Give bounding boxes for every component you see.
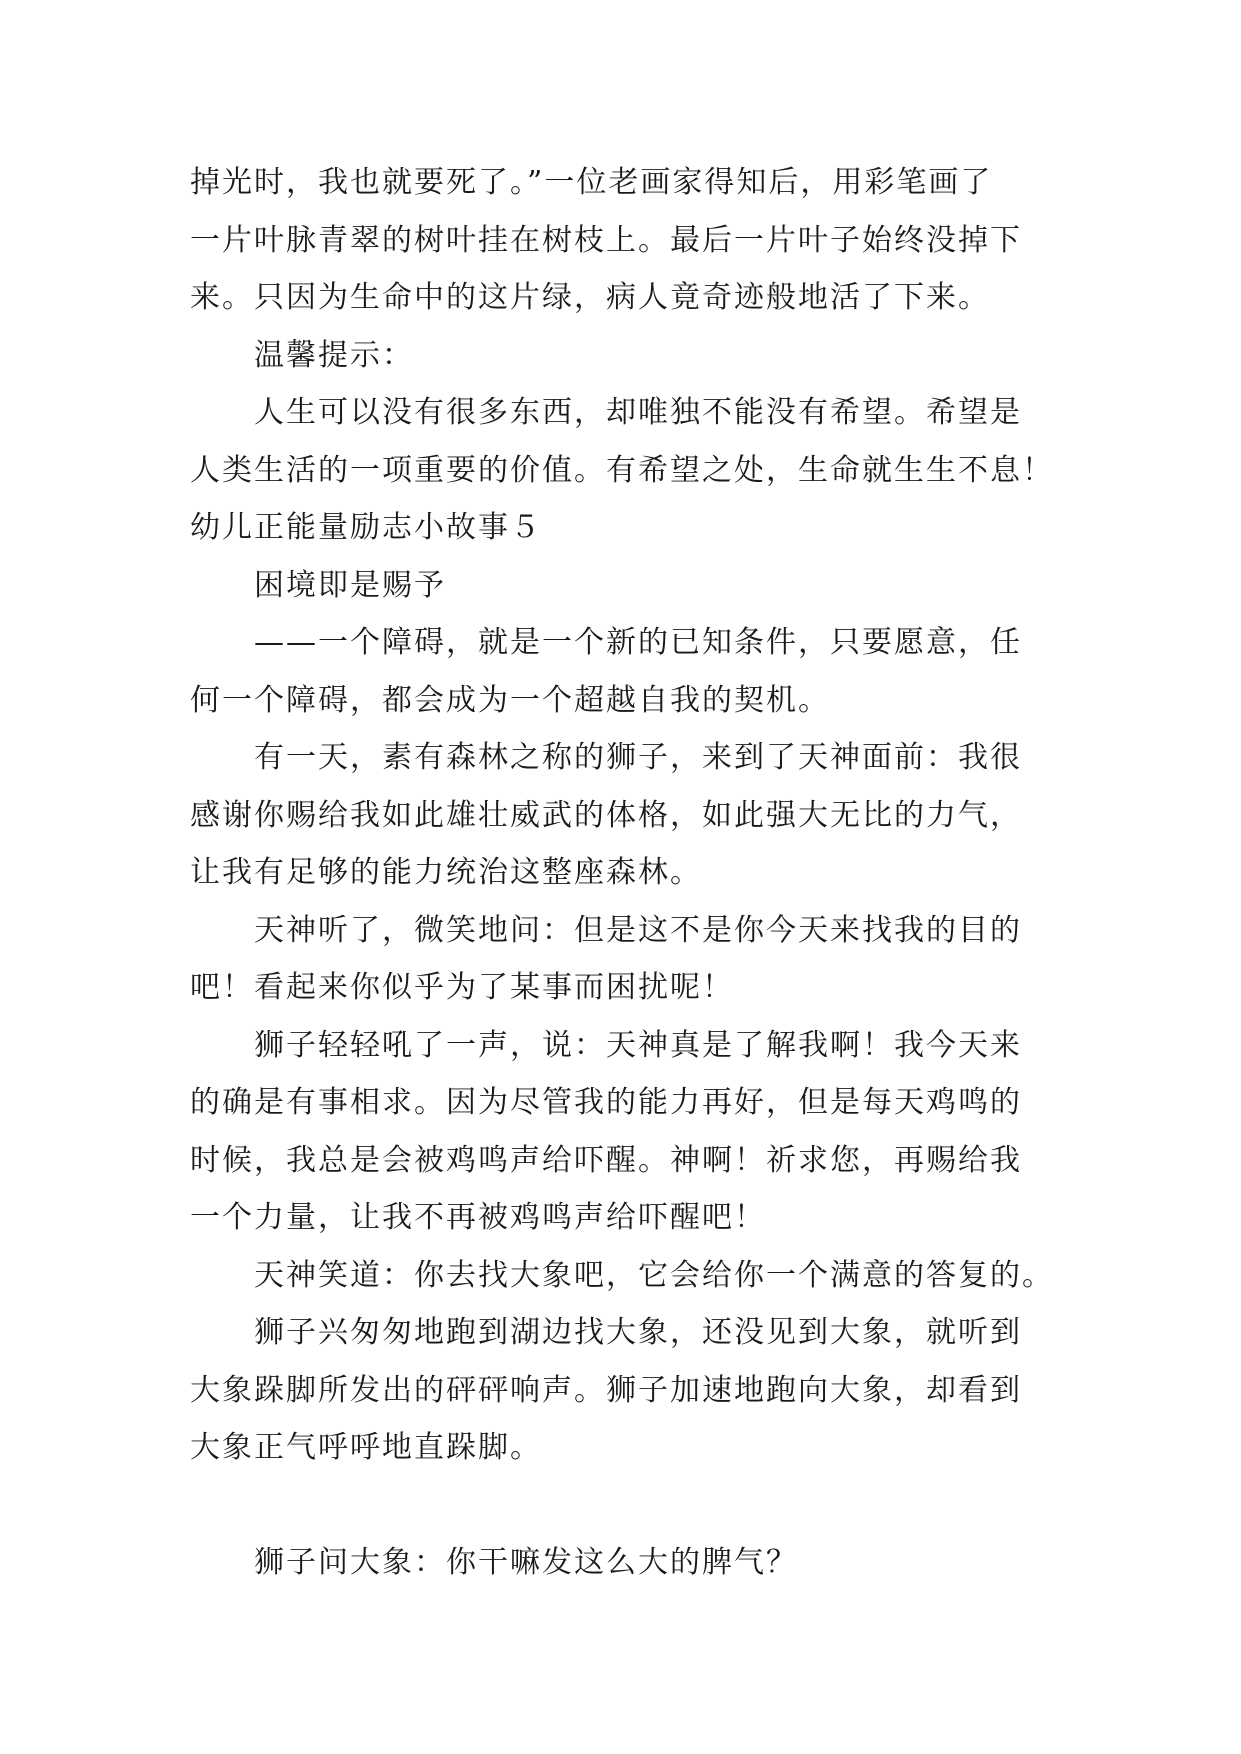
text-line xyxy=(190,1477,1051,1535)
text-line: 一个力量，让我不再被鸡鸣声给吓醒吧！ xyxy=(190,1200,766,1235)
text-line: 温馨提示： xyxy=(254,337,414,373)
text-line: 感谢你赐给我如此雄壮威武的体格，如此强大无比的力气， xyxy=(190,797,1022,833)
text-line: 天神听了，微笑地问：但是这不是你今天来找我的目的 xyxy=(254,912,1022,948)
text-line: 一片叶脉青翠的树叶挂在树枝上。最后一片叶子始终没掉下 xyxy=(190,222,1022,258)
text-line: 有一天，素有森林之称的狮子，来到了天神面前：我很 xyxy=(254,740,1022,775)
text-line: 大象跺脚所发出的砰砰响声。狮子加速地跑向大象，却看到 xyxy=(190,1372,1022,1408)
text-line: ——一个障碍，就是一个新的已知条件，只要愿意，任 xyxy=(254,625,1022,660)
text-line: 来。只因为生命中的这片绿，病人竟奇迹般地活了下来。 xyxy=(190,280,990,315)
text-line: 幼儿正能量励志小故事５ xyxy=(190,510,542,545)
document-body xyxy=(190,154,1054,1592)
text-line: 狮子轻轻吼了一声，说：天神真是了解我啊！我今天来 xyxy=(254,1027,1022,1063)
text-line: 的确是有事相求。因为尽管我的能力再好，但是每天鸡鸣的 xyxy=(190,1085,1022,1120)
text-line: 吧！看起来你似乎为了某事而困扰呢！ xyxy=(190,970,734,1005)
text-line: 狮子问大象：你干嘛发这么大的脾气？ xyxy=(254,1545,798,1580)
text-line: 困境即是赐予 xyxy=(254,567,446,603)
text-line: 狮子兴匆匆地跑到湖边找大象，还没见到大象，就听到 xyxy=(254,1315,1022,1350)
text-line: 大象正气呼呼地直跺脚。 xyxy=(190,1430,542,1465)
text-line: 掉光时，我也就要死了。”一位老画家得知后，用彩笔画了 xyxy=(190,165,993,200)
text-line: 天神笑道：你去找大象吧，它会给你一个满意的答复的。 xyxy=(254,1257,1054,1293)
text-line: 让我有足够的能力统治这整座森林。 xyxy=(190,855,702,890)
text-line: 人生可以没有很多东西，却唯独不能没有希望。希望是 xyxy=(254,395,1022,430)
text-line: 时候，我总是会被鸡鸣声给吓醒。神啊！祈求您，再赐给我 xyxy=(190,1142,1022,1178)
text-line: 人类生活的一项重要的价值。有希望之处，生命就生生不息！ xyxy=(190,452,1054,488)
text-line: 何一个障碍，都会成为一个超越自我的契机。 xyxy=(190,682,830,718)
